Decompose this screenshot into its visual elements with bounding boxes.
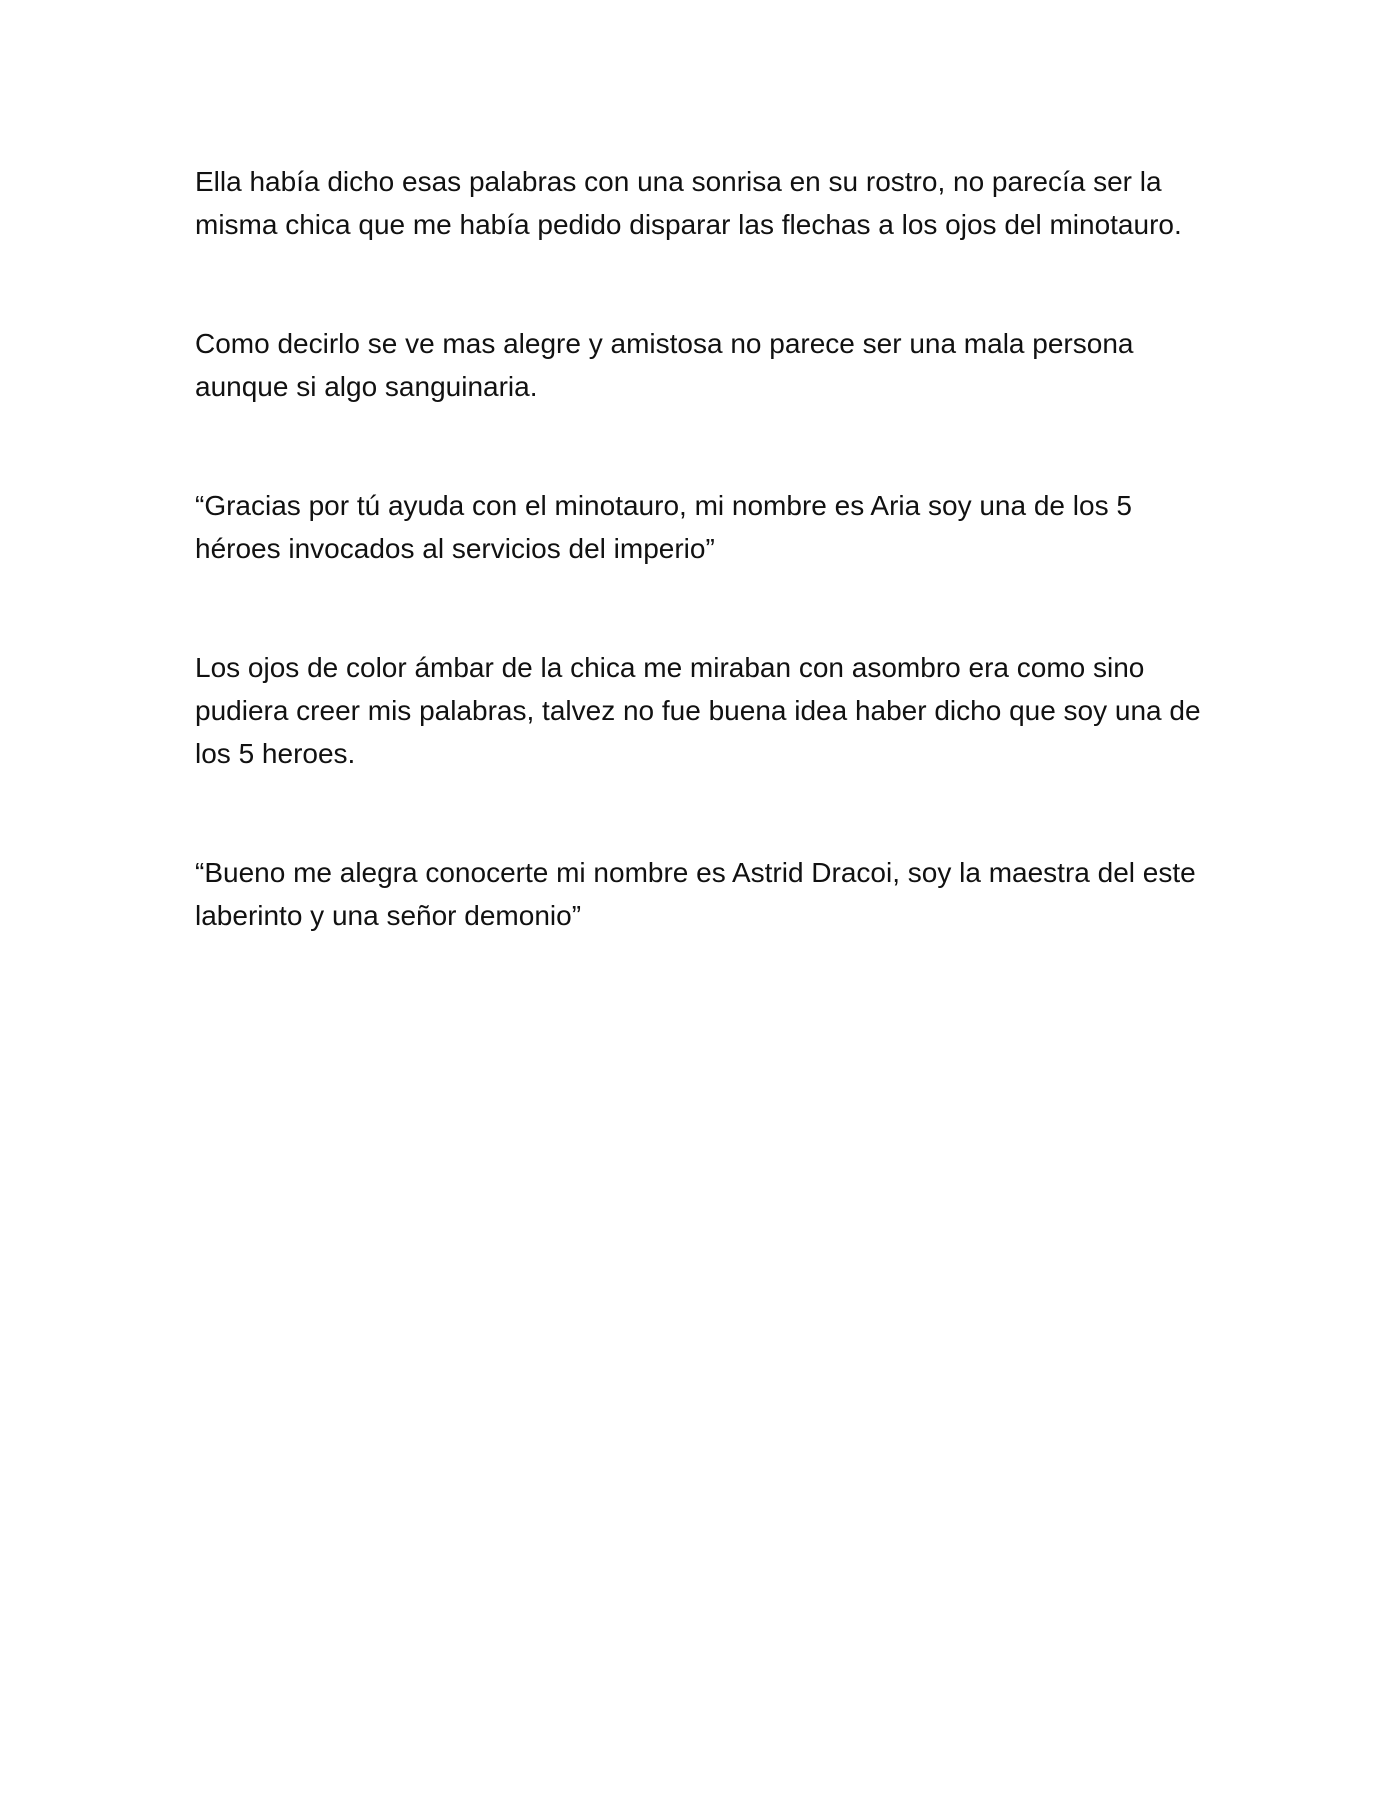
paragraph-5: “Bueno me alegra conocerte mi nombre es Astrid Dracoi, soy la maestra del este laberinto y una señor demonio” — [195, 857, 1196, 931]
paragraph-2: Como decirlo se ve mas alegre y amistosa no parece ser una mala persona aunque si algo sanguinaria. — [195, 328, 1134, 402]
document-body — [195, 160, 1225, 1013]
paragraph-1: Ella había dicho esas palabras con una sonrisa en su rostro, no parecía ser la misma chica que me había pedido disparar las flechas a los ojos del minotauro. — [195, 166, 1182, 240]
paragraph-4: Los ojos de color ámbar de la chica me miraban con asombro era como sino pudiera creer mis palabras, talvez no fue buena idea haber dicho que soy una de los 5 heroes. — [195, 652, 1201, 769]
paragraph-3: “Gracias por tú ayuda con el minotauro, mi nombre es Aria soy una de los 5 héroes invocados al servicios del imperio” — [195, 490, 1132, 564]
